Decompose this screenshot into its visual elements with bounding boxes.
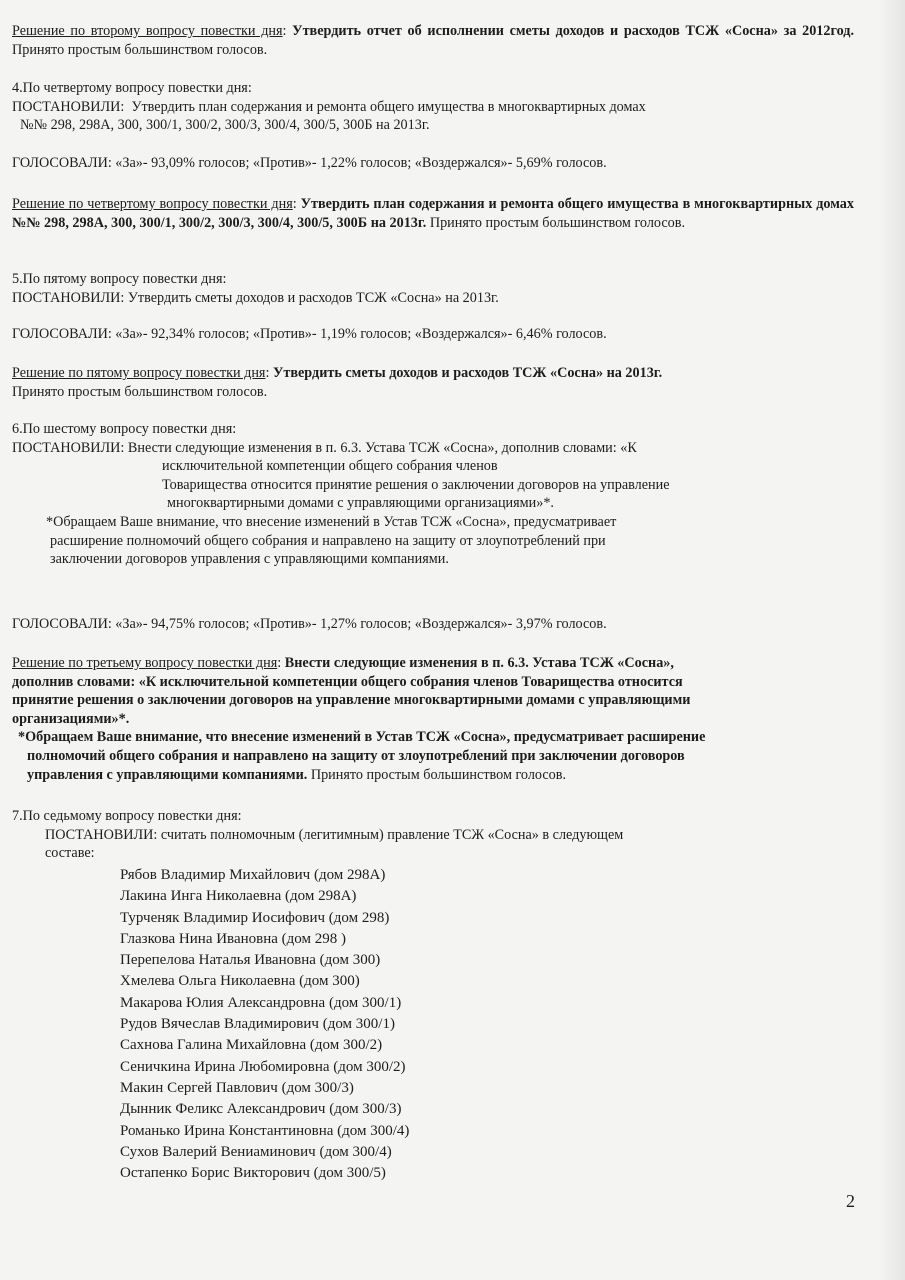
q6-decision-line2: дополнив словами: «К исключительной компетенции общего собрания членов Товарищества относится — [12, 673, 683, 690]
q4-decision-bold: Утвердить план содержания и ремонта общего имущества в многоквартирных домах №№ 298, 298А, 300, 300/1, 300/2, 300/3, 300/4, 300/5, 300Б на 2013г. — [12, 196, 854, 231]
list-item: Рудов Вячеслав Владимирович (дом 300/1) — [120, 1016, 395, 1033]
q5-decision-tail: Принято простым большинством голосов. — [12, 383, 268, 400]
list-item: Остапенко Борис Викторович (дом 300/5) — [120, 1165, 386, 1182]
list-item: Романько Ирина Константиновна (дом 300/4) — [120, 1122, 410, 1139]
q6-section — [12, 420, 854, 569]
q4-decision: Решение по четвертому вопросу повестки дня: Утвердить план содержания и ремонта общего имущества в многоквартирных домах №№ 298, 298А, 300, 300/1, 300/2, 300/3, 300/4, 300/5, 300Б на 2013г. Принято простым большинством голосов. — [12, 196, 854, 231]
q6-heading: 6.По шестому вопросу повестки дня: — [12, 421, 237, 437]
q4-decision-tail: Принято простым большинством голосов. — [429, 214, 685, 231]
list-item: Сеничкина Ирина Любомировна (дом 300/2) — [120, 1058, 406, 1075]
q3-decision-tail: Принято простым большинством голосов. — [12, 41, 268, 58]
list-item: Турченяк Владимир Иосифович (дом 298) — [120, 909, 390, 926]
q7-resolved-line2: составе: — [45, 845, 95, 862]
q6-decision-note2: полномочий общего собрания и направлено на защиту от злоупотреблений при заключении договоров — [27, 747, 685, 764]
q4-decision-label: Решение по четвертому вопросу повестки дня — [12, 196, 293, 212]
q6-resolved-line4: многоквартирными домами с управляющими организациями»*. — [167, 495, 554, 512]
q6-resolved-line2: исключительной компетенции общего собрания членов — [162, 458, 498, 475]
q6-decision-line3: принятие решения о заключении договоров на управление многоквартирными домами с управляющими — [12, 692, 691, 709]
q6-decision-note1: *Обращаем Ваше внимание, что внесение изменений в Устав ТСЖ «Сосна», предусматривает расширение — [18, 729, 706, 746]
q6-note-line2: расширение полномочий общего собрания и направлено на защиту от злоупотреблений при — [50, 532, 606, 549]
q6-resolved-prefix: ПОСТАНОВИЛИ: — [12, 439, 125, 456]
q5-decision-bold: Утвердить сметы доходов и расходов ТСЖ «Сосна» на 2013г. — [272, 365, 663, 381]
q6-decision-label: Решение по третьему вопросу повестки дня — [12, 655, 278, 671]
q6-voted: ГОЛОСОВАЛИ: «За»- 94,75% голосов; «Против»- 1,27% голосов; «Воздержался»- 3,97% голосов. — [12, 616, 607, 632]
q6-note-line3: заключении договоров управления с управляющими компаниями. — [50, 551, 449, 568]
list-item: Сахнова Галина Михайловна (дом 300/2) — [120, 1037, 383, 1054]
list-item: Дынник Феликс Александрович (дом 300/3) — [120, 1101, 402, 1118]
page-number: 2 — [846, 1191, 855, 1211]
q3-decision-label: Решение по второму вопросу повестки дня — [12, 23, 283, 39]
board-members-list — [120, 865, 620, 1184]
list-item: Хмелева Ольга Николаевна (дом 300) — [120, 973, 360, 990]
list-item: Перепелова Наталья Ивановна (дом 300) — [120, 952, 381, 969]
q6-decision-tail: Принято простым большинством голосов. — [310, 766, 567, 783]
q5-decision: Решение по пятому вопросу повестки дня: Утвердить сметы доходов и расходов ТСЖ «Сосна» на 2013г. Принято простым большинством голосов. — [12, 364, 854, 401]
q6-decision-line1: Внести следующие изменения в п. 6.3. Устава ТСЖ «Сосна», — [284, 655, 674, 671]
scan-edge-shadow — [877, 0, 905, 1280]
q4-resolved-line2: №№ 298, 298А, 300, 300/1, 300/2, 300/3, 300/4, 300/5, 300Б на 2013г. — [20, 117, 430, 134]
q4-heading: 4.По четвертому вопросу повестки дня: — [12, 80, 252, 96]
list-item: Макин Сергей Павлович (дом 300/3) — [120, 1079, 354, 1096]
q6-decision-line4: организациями»*. — [12, 710, 130, 727]
q5-resolved: ПОСТАНОВИЛИ: Утвердить сметы доходов и расходов ТСЖ «Сосна» на 2013г. — [12, 289, 499, 306]
list-item: Глазкова Нина Ивановна (дом 298 ) — [120, 930, 346, 947]
q3-decision-bold: Утвердить отчет об исполнении сметы доходов и расходов ТСЖ «Сосна» за 2012год. — [292, 23, 854, 39]
q5-section — [12, 270, 854, 307]
q7-heading: 7.По седьмому вопросу повестки дня: — [12, 808, 242, 824]
q6-resolved-line1: Внести следующие изменения в п. 6.3. Устава ТСЖ «Сосна», дополнив словами: «К — [127, 439, 637, 456]
q3-decision: Решение по второму вопросу повестки дня: Утвердить отчет об исполнении сметы доходов и расходов ТСЖ «Сосна» за 2012год. Принято простым большинством голосов. — [12, 23, 854, 58]
q7-section — [12, 807, 854, 863]
list-item: Рябов Владимир Михайлович (дом 298А) — [120, 867, 386, 883]
q5-voted: ГОЛОСОВАЛИ: «За»- 92,34% голосов; «Против»- 1,19% голосов; «Воздержался»- 6,46% голосов. — [12, 326, 607, 342]
list-item: Макарова Юлия Александровна (дом 300/1) — [120, 994, 402, 1011]
q6-decision: Решение по третьему вопросу повестки дня: Внести следующие изменения в п. 6.3. Устава ТСЖ «Сосна», дополнив словами: «К исключительной компетенции общего собрания членов Товарищества относится принятие решения о заключении договоров на управление многоквартирными домами с управляющими организациями»*. *Обращаем Ваше внимание, что внесение изменений в Устав ТСЖ «Сосна», предусматривает расширение полномочий общего собрания и направлено на защиту от злоупотреблений при заключении договоров управления с управляющими компаниями. Принято простым большинством голосов. — [12, 655, 706, 783]
list-item: Сухов Валерий Вениаминович (дом 300/4) — [120, 1143, 392, 1160]
q4-section — [12, 79, 854, 135]
q4-resolved-prefix: ПОСТАНОВИЛИ: — [12, 98, 125, 115]
q7-resolved-line1: ПОСТАНОВИЛИ: считать полномочным (легитимным) правление ТСЖ «Сосна» в следующем — [45, 826, 624, 843]
q4-voted: ГОЛОСОВАЛИ: «За»- 93,09% голосов; «Против»- 1,22% голосов; «Воздержался»- 5,69% голосов. — [12, 155, 607, 171]
q5-decision-label: Решение по пятому вопросу повестки дня — [12, 365, 266, 381]
q6-decision-note3: управления с управляющими компаниями. — [27, 766, 308, 783]
q4-resolved-line1: Утвердить план содержания и ремонта общего имущества в многоквартирных домах — [131, 98, 646, 115]
q6-resolved-line3: Товарищества относится принятие решения о заключении договоров на управление — [162, 476, 670, 493]
list-item: Лакина Инга Николаевна (дом 298А) — [120, 888, 357, 905]
q5-heading: 5.По пятому вопросу повестки дня: — [12, 271, 227, 287]
q6-note-line1: *Обращаем Ваше внимание, что внесение изменений в Устав ТСЖ «Сосна», предусматривает — [46, 513, 617, 530]
